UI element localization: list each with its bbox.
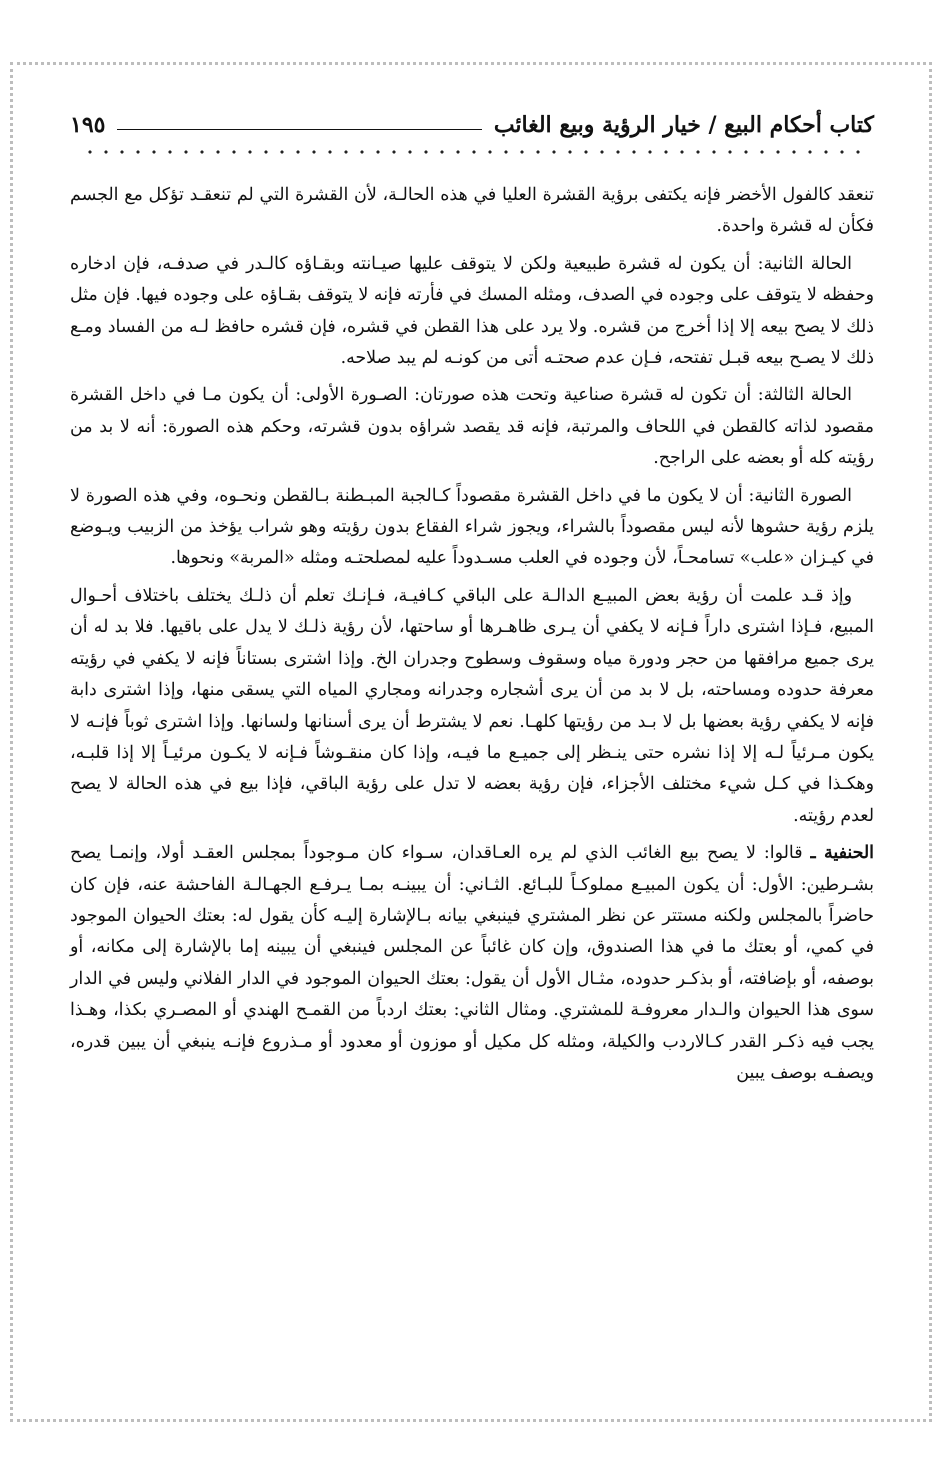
paragraph-second-case: الحالة الثانية: أن يكون له قشرة طبيعية ولكن لا يتوقف عليها صيـانته وبقـاؤه كالـدر في صدفـه، فإن ادخاره وحفظه لا يتوقف على وجوده في الصدف، ومثله المسك في فأرته فإنه لا يتوقف بقـاؤه على وجوده فيها. فإن مثل ذلك لا يصح بيعه إلا إذا أخرج من قشره. ولا يرد على هذا القطن في قشره، فإن قشره حافظ لـه من الفساد ومـع ذلك لا يصـح بيعه قبـل تفتحه، فـإن عدم صحتـه أتى من كونـه لم يبد صلاحه. xyxy=(70,253,874,369)
paragraph-third-case: الحالة الثالثة: أن تكون له قشرة صناعية وتحت هذه صورتان: الصـورة الأولى: أن يكون مـا في داخل القشرة مقصود لذاته كالقطن في اللحاف والمرتبة، فإنه قد يقصد شراؤه بدون قشرته، وحكم هذه الصورة: أنه لا بد من رؤيته كله أو بعضه على الراجح. xyxy=(70,385,874,469)
header-rule xyxy=(117,129,481,130)
paragraph-second-form: الصورة الثانية: أن لا يكون ما في داخل القشرة مقصوداً كـالجبة المبـطنة بـالقطن ونحـوه، وفي هذه الصورة لا يلزم رؤية حشوها لأنه ليس مقصوداً بالشراء، ويجوز شراء الفقاع بدون رؤيته وهو شراب يؤخذ من الزبيب ويـوضع في كيـزان «علب» تسامحـاً، لأن وجوده في العلب مسـدوداً عليه لمصلحتـه ومثله «المربة» ونحوها. xyxy=(70,485,874,569)
running-header xyxy=(70,108,874,142)
hanafi-lead: الحنفية ـ xyxy=(810,843,874,864)
dotted-separator xyxy=(82,148,862,156)
paragraph-continuation: تنعقد كالفول الأخضر فإنه يكتفى برؤية القشرة العليا في هذه الحالـة، لأن القشرة التي لم تنعقـد تؤكل مع الجسم فكأن له قشرة واحدة. xyxy=(70,185,874,237)
paragraph-hanafi xyxy=(70,838,874,1089)
page-number: ١٩٥ xyxy=(70,112,106,138)
header-title: كتاب أحكام البيع / خيار الرؤية وبيع الغائب xyxy=(493,112,874,138)
body-text xyxy=(70,180,874,1089)
hanafi-text: قالوا: لا يصح بيع الغائب الذي لم يره العـاقدان، سـواء كان مـوجوداً بمجلس العقـد أولا، وإنمـا يصح بشـرطين: الأول: أن يكون المبيـع مملوكـاً للبـائع. الثـاني: أن يبينـه بمـا يـرفـع الجهـالـة الفاحشة عنه، فإن كان حاضراً بالمجلس ولكنه مستتر عن نظر المشتري فينبغي بيانه بـالإشارة إليـه كأن يقول له: بعتك الحيوان الموجود في كمي، أو بعتك ما في هذا الصندوق، وإن كان غائباً عن المجلس فينبغي أن يبينه إما بالإشارة إلى مكانه، أو بوصفه، أو بإضافته، أو بذكـر حدوده، مثـال الأول أن يقول: بعتك الحيوان الموجود في الدار الفلاني وليس في الدار سوى هذا الحيوان والـدار معروفـة للمشتري. ومثال الثاني: بعتك اردباً من القمـح الهندي أو المصـري بكذا، وهـذا يجب فيه ذكـر القدر كـالاردب والكيلة، ومثله كل مكيل أو موزون أو معدود أو مـذروع فإنـه ينبغي أن يبين قدره، ويصفـه بوصف يبين xyxy=(70,843,874,1083)
paragraph-partial-viewing: وإذ قـد علمت أن رؤية بعض المبيـع الدالـة على الباقي كـافيـة، فـإنـك تعلم أن ذلـك يختلف باختلاف أحـوال المبيع، فـإذا اشترى داراً فـإنه لا يكفي أن يـرى ظاهـرها أو ساحتها، لأن رؤية ذلـك لا يدل على باقيها. فلا بد له أن يرى جميع مرافقها من حجر ودورة مياه وسقوف وسطوح وجدران الخ. وإذا اشترى بستاناً فإنه لا يكفي في رؤيته معرفة حدوده ومساحته، بل لا بد من أن يرى أشجاره وجدرانه ومجاري المياه التي يسقى منها، وإذا اشترى دابة فإنه لا يكفي رؤية بعضها بل لا بـد من رؤيتها كلهـا. نعم لا يشترط أن يرى أسنانها ولسانها. وإذا اشترى ثوباً فإنـه لا يكون مـرئياً لـه إلا إذا نشره حتى ينـظر إلى جميـع ما فيـه، وإذا كان منقـوشاً فـإنه لا يكـون مرئيـاً إلا إذا قلبـه، وهكـذا في كـل شيء مختلف الأجزاء، فإن رؤية بعضه لا تدل على رؤية الباقي، فإذا بيع في هذه الحالة لا يصح لعدم رؤيته. xyxy=(70,585,874,826)
